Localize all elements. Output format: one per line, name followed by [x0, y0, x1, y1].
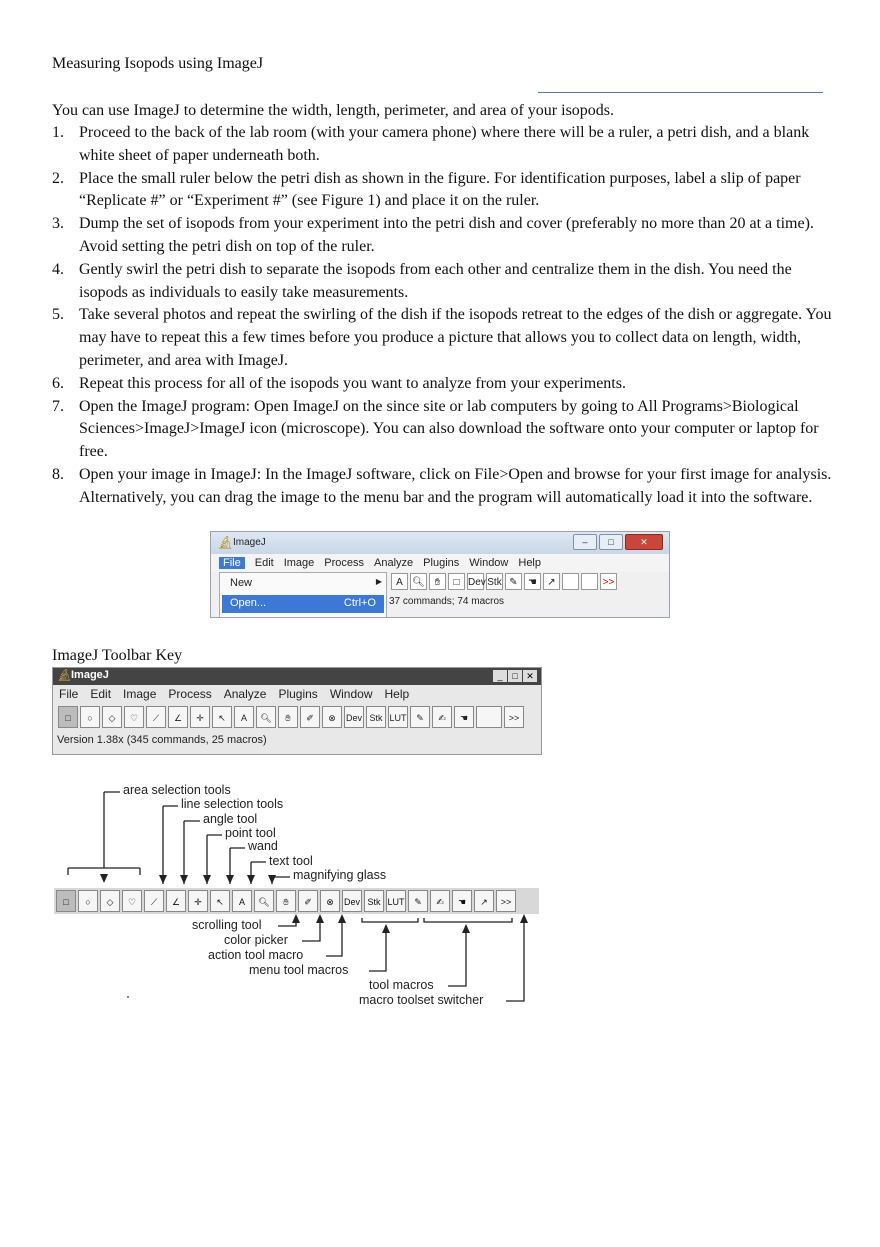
label-magnifying-glass: magnifying glass — [293, 868, 387, 882]
menu-bracket — [362, 918, 418, 922]
arrowhead-icon — [226, 875, 234, 884]
switcher-leader — [506, 916, 524, 1001]
minimize-icon: – — [573, 534, 597, 550]
brush-icon: ✍︎ — [430, 890, 450, 912]
menu-analyze: Analyze — [223, 687, 267, 701]
arrowhead-icon — [338, 914, 346, 923]
menu-plugins: Plugins — [278, 687, 318, 701]
item-number: 4. — [52, 260, 64, 278]
label-scrolling-tool: scrolling tool — [192, 918, 262, 932]
arrowhead-icon — [462, 924, 470, 933]
item-text: Open the ImageJ program: Open ImageJ on the since site or lab computers by going to All Programs>Biological Sciences>ImageJ>ImageJ icon (microscope). You can also download the software onto your computer or laptop for free. — [79, 397, 819, 461]
brush-icon: ✍︎ — [432, 706, 452, 728]
hand-icon: ✋︎ — [429, 573, 446, 590]
action-macro-icon: ⊗ — [322, 706, 342, 728]
arrowhead-icon — [316, 914, 324, 923]
line-leader — [163, 806, 178, 884]
square-icon: □ — [448, 573, 465, 590]
maximize-icon: □ — [599, 534, 623, 550]
dev-tool: Dev — [467, 573, 484, 590]
arrowhead-icon — [520, 914, 528, 923]
arrowhead-icon — [382, 924, 390, 933]
more-tools-icon: >> — [504, 706, 524, 728]
window-title: ImageJ — [71, 669, 109, 681]
toolbar-key-title: ImageJ Toolbar Key — [52, 647, 183, 664]
close-icon: ✕ — [523, 670, 537, 682]
menu-process: Process — [324, 557, 365, 569]
menu-analyze: Analyze — [374, 557, 414, 569]
magnifier-icon: 🔍︎ — [256, 706, 276, 728]
angle-leader — [184, 821, 200, 884]
item-text: Proceed to the back of the lab room (with your camera phone) where there will be a ruler, a petri dish, and a blank white sheet of paper underneath both. — [79, 124, 810, 164]
flood-fill-icon: ☚ — [454, 706, 474, 728]
item-number: 8. — [52, 465, 64, 483]
file-dropdown — [219, 572, 387, 618]
document-title: Measuring Isopods using ImageJ — [52, 55, 264, 72]
menu-file: File — [59, 687, 79, 701]
pencil-icon: ✎ — [408, 890, 428, 912]
status-text: 37 commands; 74 macros — [389, 596, 505, 607]
label-text-tool: text tool — [269, 854, 313, 868]
stk-tool: Stk — [364, 890, 384, 912]
item-text: Gently swirl the petri dish to separate the isopods from each other and centralize them in the dish. You need the isopods as individuals to easily take measurements. — [79, 260, 792, 301]
menu-edit: Edit — [254, 557, 274, 569]
arrowhead-icon — [247, 875, 255, 884]
magnifier-icon: 🔍︎ — [254, 890, 274, 912]
item-text: Take several photos and repeat the swirling of the dish if the isopods retreat to the edges of the dish or aggregate. You may have to repeat this a few times before you produce a picture that allows you to collect data on length, width, perimeter, and area with ImageJ. — [79, 306, 832, 369]
flood-fill-icon: ☚ — [452, 890, 472, 912]
rectangle-tool-icon: □ — [56, 890, 76, 912]
menu-edit: Edit — [90, 687, 112, 701]
hand-icon: ✋︎ — [276, 890, 296, 912]
oval-tool-icon: ○ — [80, 706, 100, 728]
arrowhead-icon — [203, 875, 211, 884]
minimize-icon: _ — [493, 670, 507, 682]
area-bracket — [68, 792, 140, 875]
menu-plugins: Plugins — [423, 557, 460, 569]
action-macro-icon: ⊗ — [320, 890, 340, 912]
toolmacro-leader — [448, 926, 466, 986]
color-picker-icon: ✐ — [298, 890, 318, 912]
menu-window: Window — [329, 687, 373, 701]
stk-tool: Stk — [366, 706, 386, 728]
label-action-tool-macro: action tool macro — [208, 948, 304, 962]
text-leader — [251, 862, 266, 884]
angle-tool-icon: ∠ — [168, 706, 188, 728]
dropdown-item-open-shortcut: Ctrl+O — [343, 597, 376, 609]
dropdown-item-open — [222, 595, 384, 613]
menu-help: Help — [384, 687, 410, 701]
dev-tool: Dev — [342, 890, 362, 912]
freehand-tool-icon: ♡ — [122, 890, 142, 912]
item-number: 1. — [52, 124, 64, 141]
wand-tool-icon: ↖ — [212, 706, 232, 728]
line-tool-icon: ⟋ — [146, 706, 166, 728]
picker-leader — [302, 916, 320, 941]
polygon-tool-icon: ◇ — [100, 890, 120, 912]
label-point-tool: point tool — [225, 826, 276, 840]
hand-macro-icon: ☚ — [524, 573, 541, 590]
microscope-icon: 🔬︎ — [57, 668, 73, 682]
menu-file: File — [219, 557, 245, 569]
hand-icon: ✋︎ — [278, 706, 298, 728]
label-color-picker: color picker — [224, 933, 288, 947]
item-number: 3. — [52, 215, 64, 233]
tool-bracket — [424, 918, 512, 922]
submenu-arrow-icon: ▶ — [375, 577, 382, 586]
wand-tool-icon: ↖ — [210, 890, 230, 912]
more-tools-icon: >> — [600, 573, 617, 590]
arrow-tool-icon: ↗ — [474, 890, 494, 912]
stk-tool: Stk — [486, 573, 503, 590]
dev-tool: Dev — [344, 706, 364, 728]
color-picker-icon: ✐ — [300, 706, 320, 728]
freehand-tool-icon: ♡ — [124, 706, 144, 728]
version-status: Version 1.38x (345 commands, 25 macros) — [57, 734, 267, 746]
arrowhead-icon — [159, 875, 167, 884]
magnify-leader — [272, 877, 290, 884]
menu-process: Process — [168, 687, 212, 701]
polygon-tool-icon: ◇ — [102, 706, 122, 728]
microscope-icon: 🔬︎ — [217, 535, 234, 550]
item-number: 5. — [52, 306, 64, 324]
text-tool-icon: A — [391, 573, 408, 590]
oval-tool-icon: ○ — [78, 890, 98, 912]
label-macro-toolset-switcher: macro toolset switcher — [359, 993, 484, 1007]
line-tool-icon: ⟋ — [144, 890, 164, 912]
arrowhead-icon — [180, 875, 188, 884]
brush-icon: ✎ — [505, 573, 522, 590]
label-angle-tool: angle tool — [203, 812, 258, 826]
magnifier-icon: 🔍︎ — [410, 573, 427, 590]
pencil-icon: ✎ — [410, 706, 430, 728]
window-title: ImageJ — [233, 537, 266, 548]
menu-image: Image — [123, 687, 157, 701]
angle-tool-icon: ∠ — [166, 890, 186, 912]
arrow-tool-icon: ↗ — [543, 573, 560, 590]
item-text: Place the small ruler below the petri dish as shown in the figure. For identification purposes, label a slip of paper “Replicate #” or “Experiment #” (see Figure 1) and place it on the ruler. — [79, 169, 801, 210]
lut-tool: LUT — [386, 890, 406, 912]
dropdown-item-open-label: Open... — [230, 597, 267, 609]
dropdown-item-new: New — [230, 577, 253, 589]
item-text: Open your image in ImageJ: In the ImageJ software, click on File>Open and browse for your first image for analysis. Alternatively, you can drag the image to the menu bar and the program will automatically load it into the software. — [79, 465, 832, 506]
label-menu-tool-macros: menu tool macros — [249, 963, 349, 977]
maximize-icon: □ — [508, 670, 522, 682]
close-icon: ✕ — [625, 534, 663, 550]
menu-image: Image — [283, 557, 315, 569]
arrowhead-icon — [292, 914, 300, 923]
label-tool-macros: tool macros — [369, 978, 434, 992]
label-area-selection-tools: area selection tools — [123, 783, 231, 797]
text-tool-icon: A — [232, 890, 252, 912]
item-text: Repeat this process for all of the isopods you want to analyze from your experiments. — [79, 374, 626, 392]
intro-paragraph: You can use ImageJ to determine the width, length, perimeter, and area of your isopods. — [52, 102, 615, 119]
stray-dot — [127, 996, 129, 998]
rectangle-tool-icon: □ — [58, 706, 78, 728]
text-tool-icon: A — [234, 706, 254, 728]
item-text: Dump the set of isopods from your experiment into the petri dish and cover (preferably no more than 20 at a time). Avoid setting the petri dish on top of the ruler. — [79, 215, 814, 255]
switcher-tool-icon: >> — [496, 890, 516, 912]
label-wand: wand — [248, 839, 278, 853]
arrowhead-icon — [100, 874, 108, 883]
menu-help: Help — [518, 557, 541, 569]
point-tool-icon: ✛ — [188, 890, 208, 912]
arrowhead-icon — [268, 875, 276, 884]
toolbar-key-strip — [54, 888, 539, 914]
item-number: 2. — [52, 169, 64, 187]
label-line-selection-tools: line selection tools — [181, 797, 284, 811]
lut-tool: LUT — [388, 706, 408, 728]
point-tool-icon: ✛ — [190, 706, 210, 728]
menu-window: Window — [469, 557, 509, 569]
item-number: 7. — [52, 397, 64, 415]
item-number: 6. — [52, 374, 64, 392]
